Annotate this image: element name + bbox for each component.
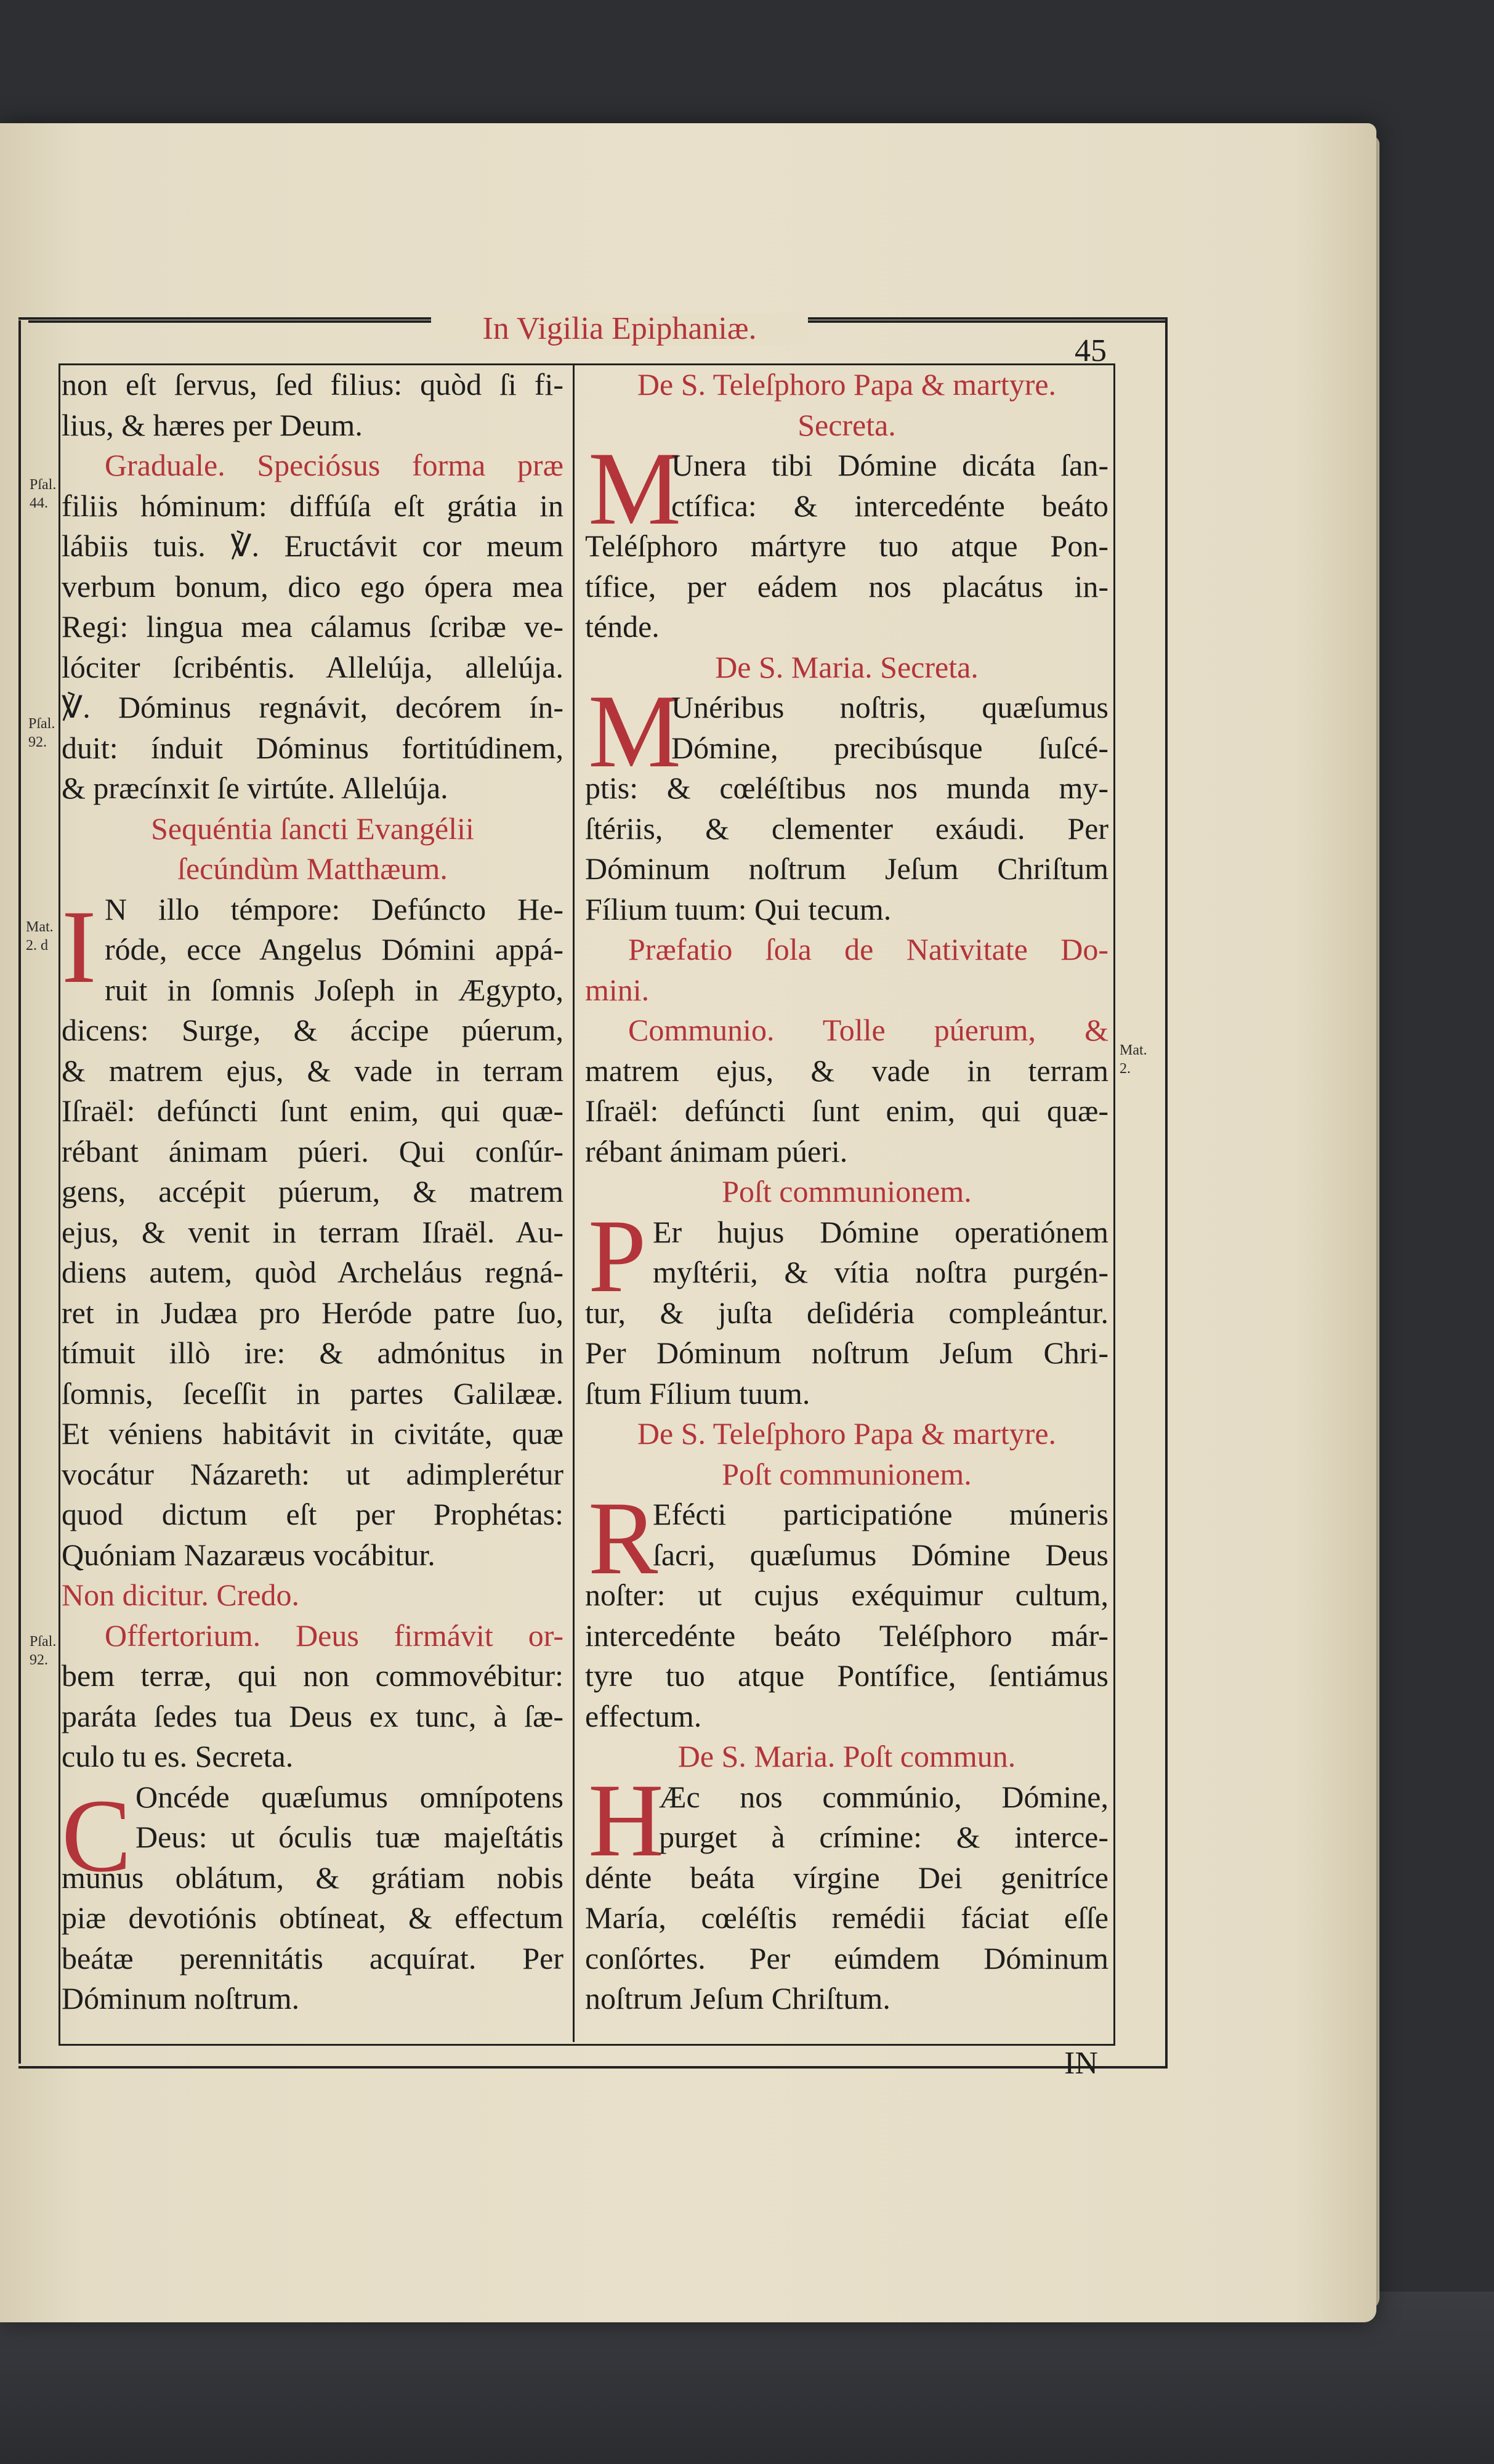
margin-note: Pſal. 44. — [30, 477, 57, 511]
running-title: In Vigilia Epiphaniæ. — [431, 313, 808, 345]
rubric-heading: De S. Teleſphoro Papa & martyre. — [637, 1416, 1057, 1451]
text-line: paráta ſedes tua Deus ex tunc, à ſæ- — [62, 1698, 563, 1733]
text-line: rébant ánimam púeri. Qui conſúr- — [62, 1133, 563, 1169]
dropcap-initial: I — [62, 889, 97, 1005]
text-line: tur, & juſta deſidéria compleántur. — [585, 1295, 1108, 1330]
rubric-line: Præfatio ſola de Nativitate Do- — [628, 932, 1108, 967]
margin-note: Pſal. 92. — [28, 716, 55, 750]
text-line: ret in Judæa pro Heróde patre ſuo, — [62, 1295, 563, 1330]
text-line: ruit in ſomnis Joſeph in Ægypto, — [105, 972, 563, 1007]
text-line: tímuit illò ire: & admónitus in — [62, 1335, 563, 1370]
text-line: Et véniens habitávit in civitáte, quæ — [62, 1416, 563, 1451]
text-line: munus oblátum, & grátiam nobis — [62, 1860, 563, 1895]
text-line: Iſraël: defúncti ſunt enim, qui quæ- — [62, 1093, 563, 1128]
text-line: duit: índuit Dóminus fortitúdinem, — [62, 730, 563, 765]
rubric-heading: Poſt communionem. — [722, 1456, 972, 1491]
dropcap-initial: R — [588, 1480, 658, 1596]
text-line: dénte beáta vírgine Dei genitríce — [585, 1860, 1108, 1895]
text-line: Per Dóminum noſtrum Jeſum Chri- — [585, 1335, 1108, 1370]
text-line: Deus: ut óculis tuæ majeſtátis — [135, 1820, 563, 1854]
dropcap-initial: C — [62, 1778, 132, 1894]
text-line: Oncéde quæſumus omnípotens — [135, 1779, 563, 1814]
text-line: lábiis tuis. ℣. Eructávit cor meum — [62, 529, 563, 563]
text-line: bem terræ, qui non commovébitur: — [62, 1658, 563, 1693]
margin-note: Mat. 2. d — [26, 919, 54, 954]
text-line: ctífica: & intercedénte beáto — [671, 488, 1108, 523]
text-line: non eſt ſervus, ſed filius: quòd ſi fi- — [62, 367, 563, 402]
text-line: conſórtes. Per eúmdem Dóminum — [585, 1940, 1108, 1976]
rubric-line: Non dicitur. Credo. — [62, 1578, 300, 1612]
margin-note: Mat. 2. — [1120, 1042, 1147, 1077]
text-line: ptis: & cœléſtibus nos munda my- — [585, 771, 1108, 805]
text-line: Unera tibi Dómine dicáta ſan- — [671, 448, 1108, 482]
text-line: effectum. — [585, 1698, 702, 1733]
text-line: intercedénte beáto Teléſphoro már- — [585, 1618, 1108, 1653]
catchword: IN — [1064, 2046, 1098, 2081]
rubric-heading: De S. Maria. Secreta. — [715, 649, 979, 684]
text-line: Dóminum noſtrum Jeſum Chriſtum — [585, 851, 1108, 886]
text-line: & matrem ejus, & vade in terram — [62, 1053, 563, 1088]
text-line: María, cœléſtis remédii fáciat eſſe — [585, 1900, 1108, 1935]
text-line: piæ devotiónis obtíneat, & effectum — [62, 1900, 563, 1935]
text-line: Quóniam Nazaræus vocábitur. — [62, 1537, 435, 1572]
text-line: Unéribus noſtris, quæſumus — [671, 690, 1108, 724]
text-line: noſter: ut cujus exéquimur cultum, — [585, 1578, 1108, 1612]
rubric-heading: De S. Teleſphoro Papa & martyre. — [637, 367, 1057, 402]
text-line: matrem ejus, & vade in terram — [585, 1053, 1108, 1088]
text-line: Dóminum noſtrum. — [62, 1981, 300, 2016]
text-line: ℣. Dóminus regnávit, decórem ín- — [62, 690, 563, 724]
text-line: Er hujus Dómine operatiónem — [653, 1214, 1108, 1249]
rubric-heading: Poſt communionem. — [722, 1174, 972, 1209]
text-line: N illo témpore: Defúncto He- — [105, 891, 563, 926]
text-line: & præcínxit ſe virtúte. Allelúja. — [62, 771, 448, 805]
text-line: vocátur Názareth: ut adimplerétur — [62, 1456, 563, 1491]
dropcap-initial: P — [588, 1198, 647, 1314]
rubric-line: mini. — [585, 972, 650, 1007]
rubric-heading: De S. Maria. Poſt commun. — [677, 1739, 1016, 1773]
rubric-heading: Sequéntia ſancti Evangélii — [151, 811, 474, 846]
text-line: ejus, & venit in terram Iſraël. Au- — [62, 1214, 563, 1249]
text-line: purget à crímine: & interce- — [659, 1820, 1108, 1854]
text-line: Efécti participatióne múneris — [653, 1497, 1108, 1531]
right-column — [585, 365, 1108, 2019]
dropcap-initial: M — [588, 673, 682, 789]
text-line: myſtérii, & vítia noſtra purgén- — [653, 1255, 1108, 1289]
dropcap-initial: H — [588, 1762, 664, 1878]
rubric-heading: ſecúndùm Matthæum. — [177, 851, 448, 886]
rubric-line: Communio. Tolle púerum, & — [628, 1013, 1108, 1047]
text-line: noſtrum Jeſum Chriſtum. — [585, 1981, 890, 2016]
text-line: lius, & hæres per Deum. — [62, 407, 363, 442]
text-line: quod dictum eſt per Prophétas: — [62, 1497, 563, 1531]
text-line: dicens: Surge, & áccipe púerum, — [62, 1013, 563, 1047]
text-line: Regi: lingua mea cálamus ſcribæ ve- — [62, 609, 563, 644]
text-line: ſtériis, & clementer exáudi. Per — [585, 811, 1108, 846]
text-line: culo tu es. Secreta. — [62, 1739, 294, 1773]
rubric-line: Graduale. Speciósus forma præ — [105, 448, 563, 482]
text-line: rébant ánimam púeri. — [585, 1133, 848, 1169]
text-line: ténde. — [585, 609, 660, 644]
rubric-heading: Secreta. — [797, 407, 896, 442]
page-number: 45 — [1075, 333, 1107, 368]
text-line: diens autem, quòd Archeláus regná- — [62, 1255, 563, 1289]
text-line: Teléſphoro mártyre tuo atque Pon- — [585, 529, 1108, 563]
text-line: ſacri, quæſumus Dómine Deus — [653, 1537, 1108, 1572]
text-line: tyre tuo atque Pontífice, ſentiámus — [585, 1658, 1108, 1693]
left-column — [62, 365, 563, 2019]
text-line: tífice, per eádem nos placátus in- — [585, 569, 1108, 604]
column-divider — [573, 363, 575, 2042]
text-line: ſtum Fílium tuum. — [585, 1376, 810, 1411]
text-line: filiis hóminum: diffúſa eſt grátia in — [62, 488, 563, 523]
text-line: Æc nos commúnio, Dómine, — [659, 1779, 1108, 1814]
text-line: verbum bonum, dico ego ópera mea — [62, 569, 563, 604]
text-line: Iſraël: defúncti ſunt enim, qui quæ- — [585, 1093, 1108, 1128]
text-line: róde, ecce Angelus Dómini appá- — [105, 932, 563, 967]
rubric-line: Offertorium. Deus firmávit or- — [105, 1618, 563, 1653]
text-line: beátæ perennitátis acquírat. Per — [62, 1940, 563, 1976]
text-line: Fílium tuum: Qui tecum. — [585, 891, 892, 926]
dropcap-initial: M — [588, 431, 682, 546]
text-line: ſomnis, ſeceſſit in partes Galilææ. — [62, 1376, 563, 1411]
text-line: gens, accépit púerum, & matrem — [62, 1174, 563, 1209]
text-line: lóciter ſcribéntis. Allelúja, allelúja. — [62, 649, 563, 684]
margin-note: Pſal. 92. — [30, 1634, 57, 1668]
text-line: Dómine, precibúsque ſuſcé- — [671, 730, 1108, 765]
